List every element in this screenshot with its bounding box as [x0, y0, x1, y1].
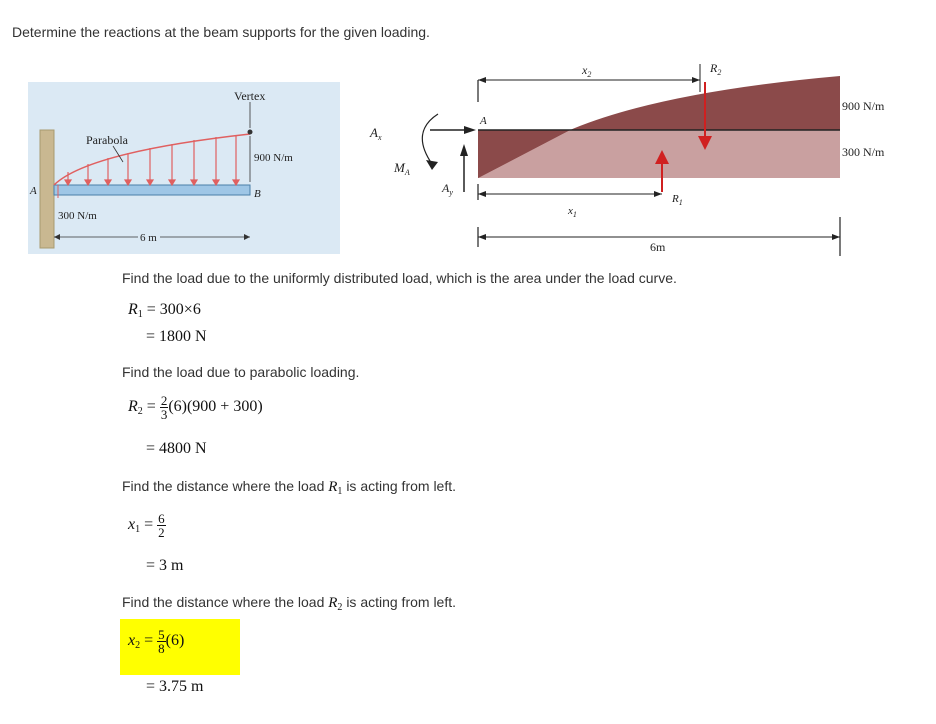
question-text: Determine the reactions at the beam supports for the given loading. — [12, 24, 430, 40]
a-label: A — [480, 115, 487, 127]
left-beam-figure — [28, 82, 340, 254]
r1-result: = 1800 N — [146, 328, 207, 345]
load-right-label: 900 N/m — [254, 152, 293, 164]
ax-label: $A_x$ — [370, 125, 382, 142]
r2-equation: $R_2$ = $\frac{2}{3}$ (6)(900 + 300) — [128, 393, 263, 422]
point-b-label: B — [254, 188, 261, 200]
x2-label: $x_2$ — [582, 63, 592, 79]
step3-text: Find the distance where the load $R_1$ is acting from left. — [122, 478, 457, 497]
ay-label: $A_y$ — [442, 181, 453, 197]
r2-result: = 4800 N — [146, 440, 207, 457]
figure-background — [28, 82, 340, 254]
length-label: 6 m — [140, 232, 157, 244]
ma-label: $M_A$ — [394, 160, 410, 177]
step2-text: Find the load due to parabolic loading. — [122, 364, 360, 380]
load-top-label: 900 N/m — [842, 99, 885, 113]
r2-label: $R_2$ — [710, 61, 722, 77]
point-a-label: A — [30, 185, 37, 197]
vertex-label: Vertex — [234, 89, 266, 103]
right-beam-figure — [360, 52, 916, 262]
six-m-label: 6m — [650, 240, 666, 254]
load-bottom-label: 300 N/m — [842, 145, 885, 159]
x1-result: = 3 m — [146, 557, 184, 574]
moment-arc — [422, 114, 438, 164]
x2-equation: $x_2$ = $\frac{5}{8}$ (6) — [128, 627, 185, 656]
step4-text: Find the distance where the load $R_2$ is acting from left. — [122, 594, 457, 613]
parabola-label: Parabola — [86, 133, 128, 147]
vertex-dot — [248, 130, 253, 135]
step1-text: Find the load due to the uniformly distributed load, which is the area under the load curve. — [122, 270, 677, 286]
r1-label: $R_1$ — [672, 193, 683, 207]
r1-equation: $R_1 = 300\times 6$ — [128, 301, 201, 320]
wall-support — [40, 130, 54, 248]
x2-result: = 3.75 m — [146, 678, 204, 695]
load-left-label: 300 N/m — [58, 210, 97, 222]
x1-label: $x_1$ — [568, 205, 577, 219]
x1-equation: $x_1$ = $\frac{6}{2}$ — [128, 511, 165, 540]
ay-arrow — [460, 144, 468, 156]
beam — [54, 185, 250, 195]
ax-arrow — [464, 126, 476, 134]
